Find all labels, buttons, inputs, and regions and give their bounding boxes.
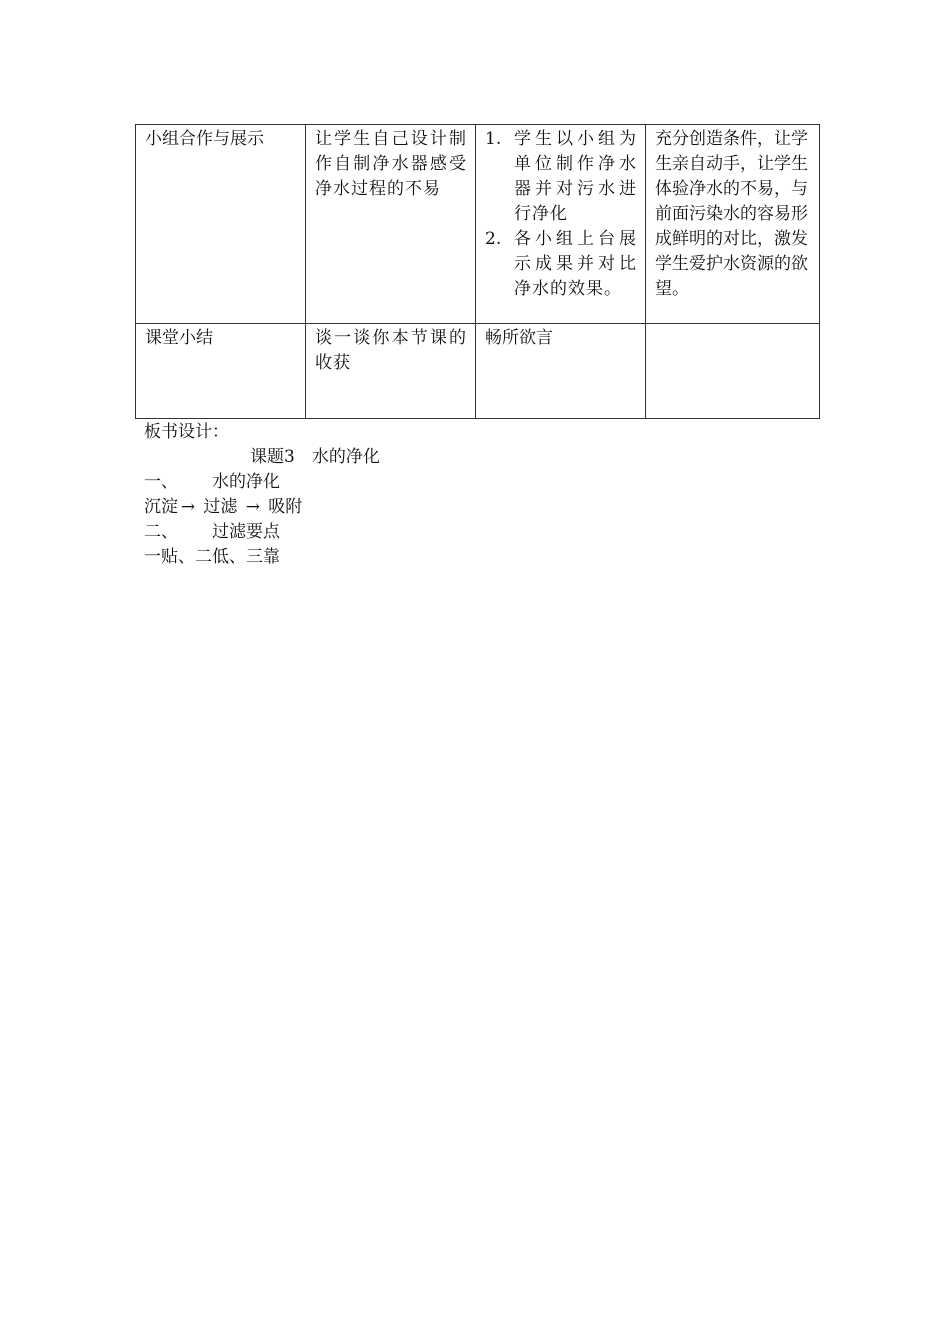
- filter-points: [144, 545, 380, 570]
- list-item: [485, 227, 637, 302]
- activity-text: 畅所欲言: [485, 328, 553, 348]
- activity-cell: [476, 125, 646, 324]
- section-one: [144, 470, 380, 495]
- board-heading-text: 板书设计：: [144, 422, 229, 442]
- section-two: [144, 520, 380, 545]
- intent-cell: [646, 125, 820, 324]
- design-text: 谈一谈你本节课的收获: [315, 328, 467, 373]
- filter-points-text: 一贴、二低、三靠: [144, 547, 280, 567]
- design-text: 让学生自己设计制作自制净水器感受净水过程的不易: [315, 129, 467, 199]
- list-text: 学生以小组为单位制作净水器并对污水进行净化: [514, 129, 637, 224]
- process-step: 吸附: [268, 497, 303, 517]
- table-row: [136, 125, 820, 324]
- list-number: 2.: [485, 229, 502, 249]
- process-step: 过滤: [203, 497, 238, 517]
- process-step: 沉淀: [144, 497, 178, 517]
- section-title: 过滤要点: [212, 522, 280, 542]
- arrow-right-icon: →: [180, 497, 196, 517]
- lesson-table: [135, 124, 820, 419]
- design-cell: [306, 324, 476, 419]
- board-design: [144, 420, 380, 570]
- list-item: [485, 127, 637, 227]
- activity-list: [485, 127, 637, 302]
- table-row: [136, 324, 820, 419]
- activity-cell: [476, 324, 646, 419]
- board-heading: [144, 420, 380, 445]
- stage-label: 小组合作与展示: [145, 129, 264, 149]
- intent-cell: [646, 324, 820, 419]
- stage-cell: [136, 125, 306, 324]
- section-number: 二、: [144, 522, 178, 542]
- arrow-right-icon: →: [245, 497, 260, 517]
- stage-cell: [136, 324, 306, 419]
- design-cell: [306, 125, 476, 324]
- list-number: 1.: [485, 129, 502, 149]
- process-line: [144, 495, 380, 520]
- board-title-text: 课题3 水的净化: [250, 447, 380, 467]
- stage-label: 课堂小结: [145, 328, 213, 348]
- list-text: 各小组上台展示成果并对比净水的效果。: [514, 229, 637, 299]
- board-title: [144, 445, 380, 470]
- section-number: 一、: [144, 472, 178, 492]
- section-title: 水的净化: [212, 472, 280, 492]
- intent-text: 充分创造条件，让学生亲自动手，让学生体验净水的不易，与前面污染水的容易形成鲜明的对比，激发学生爱护水资源的欲望。: [655, 129, 808, 299]
